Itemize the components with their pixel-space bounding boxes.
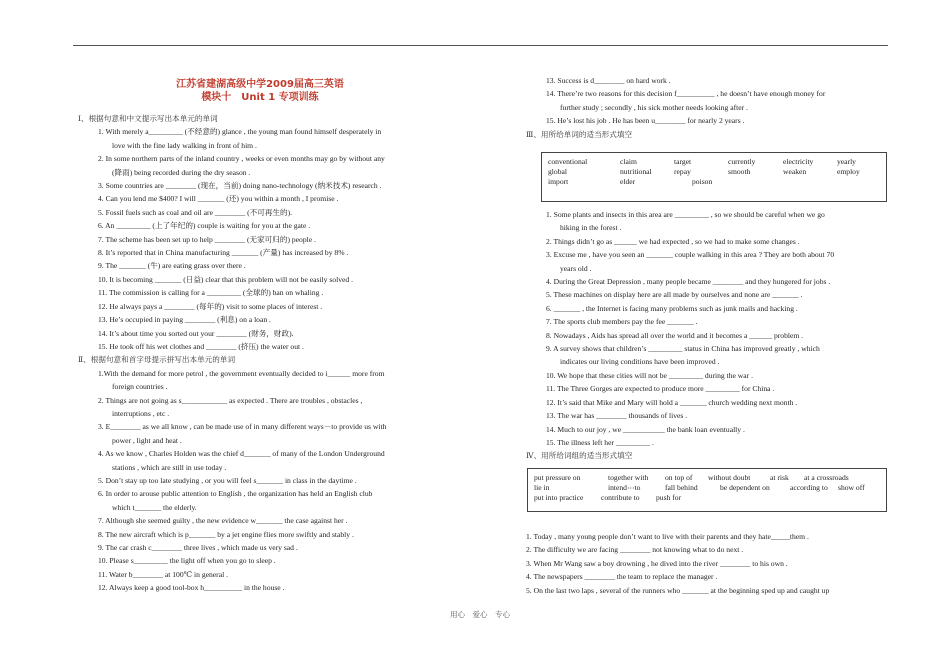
list-item: love with the fine lady walking in front of him . [112,140,257,150]
list-item: 15. The illness left her _________ . [546,437,654,447]
phrase-bank-item: according to [790,483,828,492]
list-item: 7. The sports club members pay the fee _______ . [546,317,698,327]
list-item: 8. It’s reported that in China manufacturing _______ (产量) has increased by 8% . [98,248,349,258]
list-item: 5. Fossil fuels such as coal and oil are ________ (不可再生的). [98,207,293,217]
phrase-bank-item: show off [838,483,865,492]
list-item: stations , which are still in use today . [112,462,227,472]
right-column-top [526,74,896,141]
list-item: 5. On the last two laps , several of the runners who _______ at the beginning sped up and caught up [526,585,830,595]
phrase-bank-item: put into practice [534,493,584,502]
list-item: 10. It is becoming _______ (日益) clear that this problem will not be easily solved . [98,274,353,284]
list-item: (降雨) being recorded during the dry season . [112,167,251,177]
list-item: 15. He’s lost his job . He has been u________ for nearly 2 years . [546,116,745,126]
list-item: foreign countries . [112,382,168,392]
list-item: 14. It’s about time you sorted out your ________ (财务，财政). [98,328,294,338]
phrase-bank-item: on top of [665,473,693,482]
phrase-bank-item: put pressure on [534,473,581,482]
list-item: 2. In some northern parts of the inland country , weeks or even months may go by without any [98,154,385,164]
phrase-bank-item: contribute to [601,493,640,502]
list-item: 6. _______ , the Internet is facing many problems such as junk mails and hacking . [546,303,798,313]
page-footer: 用心 爱心 专心 [450,610,510,619]
list-item: 5. These machines on display here are all made by ourselves and none are _______ . [546,290,803,300]
word-bank-word: target [674,157,692,166]
phrase-bank-item: fall behind [665,483,698,492]
list-item: interruptions , etc . [112,408,170,418]
phrase-bank-item: together with [608,473,649,482]
list-item: 9. The car crash c________ three lives , which made us very sad . [98,543,298,552]
list-item: 5. Don’t stay up too late studying , or you will feel s_______ in class in the daytime . [98,475,357,485]
list-item: 8. Nowadays , Aids has spread all over the world and it becomes a ______ problem . [546,330,804,340]
right-column-bottom [526,530,906,597]
word-bank-word: claim [620,157,637,166]
list-item: 11. The commission is calling for a _________ (全球的) ban on whaling . [98,288,324,298]
list-item: 1. Today , many young people don’t want to live with their parents and they hate_____them . [526,532,809,541]
phrase-bank-item: without doubt [708,473,751,482]
list-item: 3. When Mr Wang saw a boy drowning , he dived into the river ________ to his own . [526,558,788,568]
list-item: 14. There’re two reasons for this decision f__________ , he doesn’t have enough money for [546,89,826,99]
list-item: 12. Always keep a good tool-box h__________ in the house . [98,583,285,593]
list-item: 12. He always pays a ________ (每年的) visit to some places of interest . [98,301,323,311]
word-bank-word: global [548,167,567,176]
word-bank-word: elder [620,177,636,186]
list-item: 9. The _______ (牛) are eating grass over there . [98,261,246,271]
list-item: 6. In order to arouse public attention to English , the organization has held an English club [98,489,373,499]
doc-title-line2: 模块十 Unit 1 专项训练 [201,92,319,103]
phrase-bank-item: push for [656,493,682,502]
list-item: 7. Although she seemed guilty , the new evidence w_______ the case against her . [98,516,348,526]
list-item: 9. A survey shows that children’s _________ status in China has improved greatly , which [546,344,820,354]
list-item: 12. It’s said that Mike and Mary will hold a _______ church wedding next month . [546,397,798,407]
word-bank-word: employ [837,167,860,176]
word-bank-word: currently [728,157,756,166]
list-item: hiking in the forest . [560,223,622,233]
list-item: 1. Some plants and insects in this area are _________ , so we should be careful when we go [546,210,825,219]
list-item: 1.With the demand for more petrol , the government eventually decided to i______ more from [98,368,385,378]
list-item: 3. Excuse me , have you seen an _______ couple walking in this area ? They are both about 70 [546,250,835,260]
header-rule [73,45,888,46]
list-item: which t_______ the elderly. [112,502,197,512]
list-item: 13. Success is d________ on hard work . [546,76,671,85]
list-item: 10. Please s_________ the light off when you go to sleep . [98,556,276,566]
list-item: years old . [560,263,592,273]
word-bank-word: repay [674,167,691,176]
phrase-bank-item: be dependent on [720,483,770,492]
list-item: 10. We hope that these cities will not be _________ during the war . [546,370,753,380]
list-item: 13. The war has ________ thousands of lives . [546,411,688,421]
list-item: 1. With merely a_________ (不经意的) glance , the young man found himself desperately in [98,127,382,137]
word-bank-word: poison [692,177,713,186]
list-item: power , light and heat . [112,435,182,445]
list-item: 4. During the Great Depression , many people became ________ and they hungered for jobs . [546,277,831,287]
word-bank-word: weaken [783,167,807,176]
word-bank-box [541,152,887,202]
word-bank-word: electricity [783,157,814,166]
list-item: 2. Things are not going as s____________ as expected . There are troubles , obstacles , [98,395,363,405]
doc-title-line1: 江苏省建湖高级中学2009届高三英语 [176,79,344,90]
word-bank-word: nutritional [620,167,652,176]
phrase-bank-item: at risk [770,473,789,482]
word-bank-word: yearly [837,157,856,166]
list-item: 4. Can you lend me $400? I will _______ (还) you within a month , I promise . [98,194,339,204]
right-column-middle [526,208,896,463]
list-item: 3. Some countries are ________ (现在，当前) doing nano-technology (纳米技术) research . [98,181,382,191]
list-item: 7. The scheme has been set up to help ________ (无家可归的) people . [98,234,316,244]
list-item: 14. Much to our joy , we ___________ the bank loan eventually . [546,424,745,434]
word-bank-word: import [548,177,569,186]
list-item: 13. He’s occupied in paying ________ (利息) on a loan . [98,315,271,325]
phrase-bank-item: intend⋯to [608,483,641,492]
list-item: 11. Water b________ at 100℃ in general . [98,569,228,579]
left-column [78,112,478,595]
list-item: 2. The difficulty we are facing ________ not knowing what to do next . [526,545,744,555]
list-item: further study ; secondly , his sick mother needs looking after . [560,102,748,112]
section-2-title: Ⅱ、根据句意和首字母提示拼写出本单元的单词 [78,355,236,365]
list-item: 6. An _________ (上了年纪的) couple is waiting for you at the gate . [98,221,311,231]
list-item: indicates our living conditions have been improved . [560,357,720,367]
section-3-title: Ⅲ、用所给单词的适当形式填空 [526,129,633,139]
list-item: 11. The Three Gorges are expected to produce more _________ for China . [546,384,775,394]
word-bank-word: conventional [548,157,588,166]
phrase-bank-item: lie in [534,483,550,492]
list-item: 3. E________ as we all know , can be made use of in many different ways－to provide us with [98,422,387,432]
list-item: 15. He took off his wet clothes and ________ (挤压) the water out . [98,341,304,351]
list-item: 2. Things didn’t go as ______ we had expected , so we had to make some changes . [546,236,800,246]
section-1-title: Ⅰ、根据句意和中文提示写出本单元的单词 [78,114,218,123]
list-item: 4. The newspapers ________ the team to replace the manager . [526,572,718,582]
phrase-bank-box [527,468,887,512]
list-item: 4. As we know , Charles Holden was the chief d_______ of many of the London Underground [98,449,385,459]
section-4-title: Ⅳ、用所给词组的适当形式填空 [526,451,633,461]
list-item: 8. The new aircraft which is p_______ by a jet engine flies more swiftly and stably . [98,529,354,539]
word-bank-word: smooth [728,167,751,176]
phrase-bank-item: at a crossroads [804,473,849,482]
